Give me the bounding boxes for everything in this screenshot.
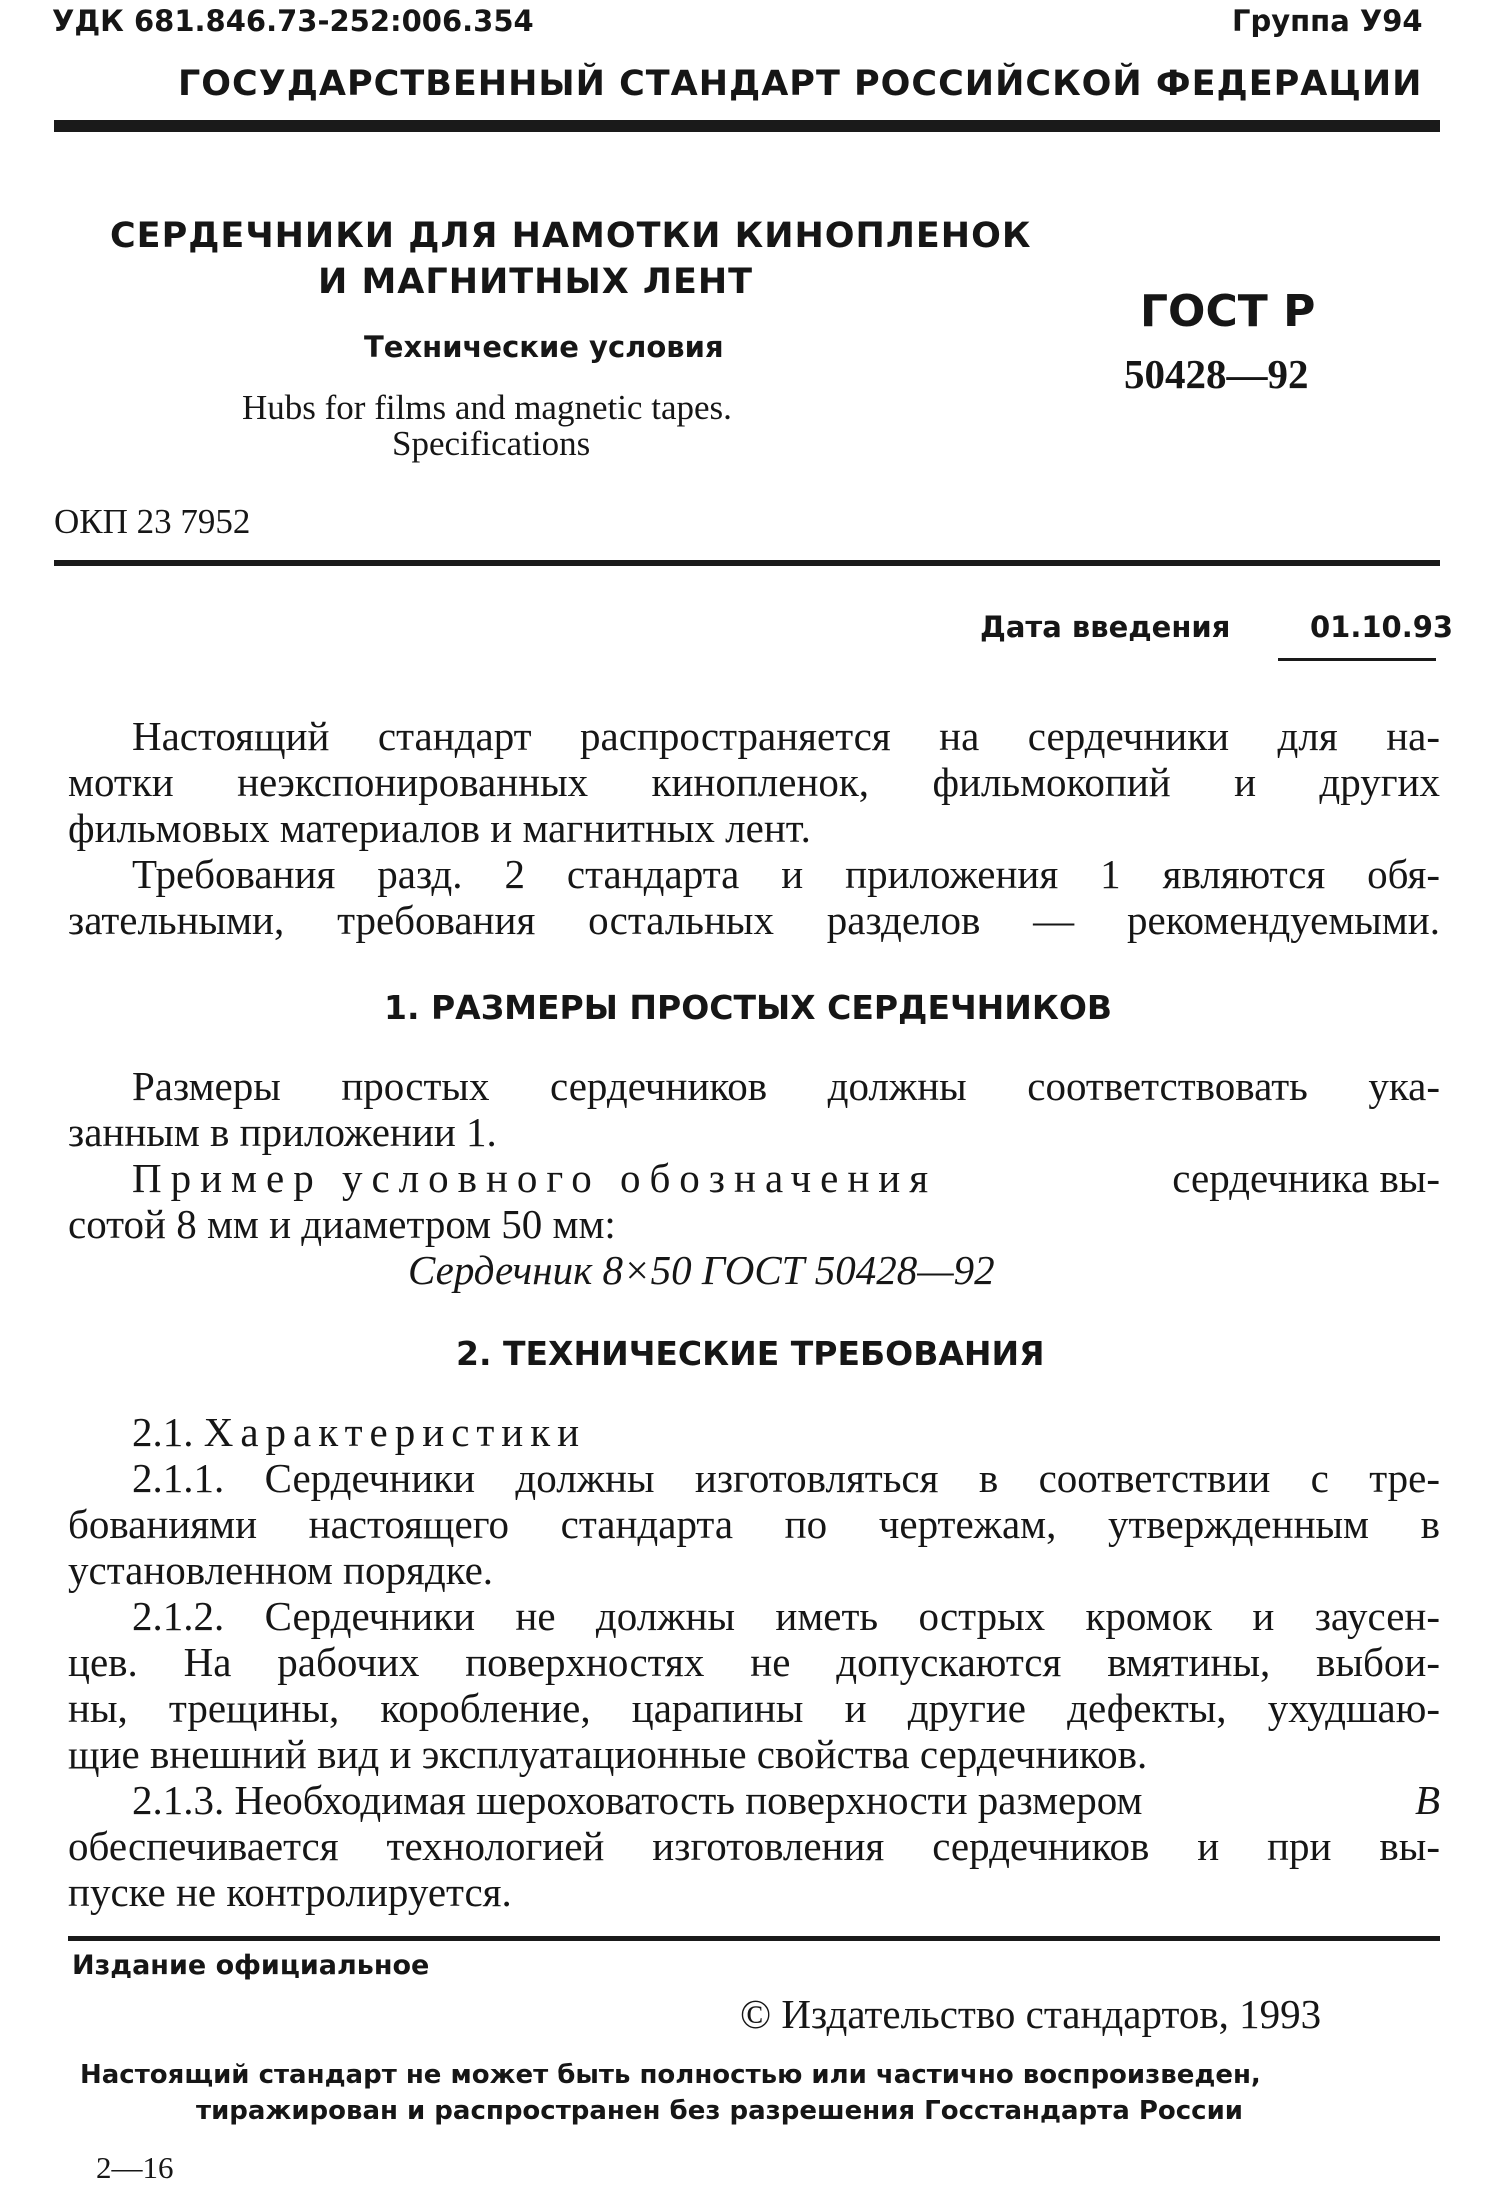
section1-example-line2: сотой 8 мм и диаметром 50 мм: [68, 1201, 616, 1247]
okp-code: ОКП 23 7952 [54, 502, 251, 541]
intro-date-underline [1278, 658, 1436, 661]
reproduction-notice-line1: Настоящий стандарт не может быть полностью или частично воспроизведен, [80, 2060, 1261, 2090]
title-block-rule [54, 560, 1440, 566]
intro-p1-line3: фильмовых материалов и магнитных лент. [68, 805, 811, 851]
intro-date-value: 01.10.93 [1310, 610, 1454, 644]
gost-number: 50428—92 [1124, 351, 1309, 397]
p211-line3: установленном порядке. [68, 1547, 494, 1593]
document-title-line2: И МАГНИТНЫХ ЛЕНТ [318, 262, 754, 302]
example-rest-text: сердечника вы- [1172, 1155, 1440, 1201]
gost-label: ГОСТ Р [1140, 286, 1316, 337]
state-standard-heading: ГОСУДАРСТВЕННЫЙ СТАНДАРТ РОССИЙСКОЙ ФЕДЕРАЦИИ [178, 64, 1423, 104]
subsection-2-1 [132, 1410, 1440, 1454]
p213-line2: обеспечивается технологией изготовления сердечников и при вы- [68, 1823, 1440, 1869]
p213-variable: B [1414, 1777, 1440, 1823]
p211-line1: 2.1.1. Сердечники должны изготовляться в соответствии с тре- [132, 1455, 1440, 1501]
section1-example-line [132, 1156, 1440, 1200]
section2-heading: 2. ТЕХНИЧЕСКИЕ ТРЕБОВАНИЯ [456, 1334, 1045, 1373]
intro-p2-line1: Требования разд. 2 стандарта и приложения 1 являются обя- [132, 851, 1440, 897]
intro-p1-line1: Настоящий стандарт распространяется на сердечники для на- [132, 713, 1440, 759]
page-code: 2—16 [96, 2150, 174, 2185]
section1-p1-line2: занным в приложении 1. [68, 1109, 497, 1155]
intro-p1-line2: мотки неэкспонированных кинопленок, фильмокопий и других [68, 759, 1440, 805]
p212-line4: щие внешний вид и эксплуатационные свойства сердечников. [68, 1731, 1148, 1777]
intro-date-label: Дата введения [980, 610, 1231, 644]
p212-line1: 2.1.2. Сердечники не должны иметь острых кромок и заусен- [132, 1593, 1440, 1639]
p212-line2: цев. На рабочих поверхностях не допускаются вмятины, выбои- [68, 1639, 1440, 1685]
english-title-line1: Hubs for films and magnetic tapes. [242, 388, 732, 427]
example-spaced-text: Пример условного обозначения [132, 1155, 938, 1201]
footer-rule [68, 1936, 1440, 1941]
document-title-line1: СЕРДЕЧНИКИ ДЛЯ НАМОТКИ КИНОПЛЕНОК [110, 216, 1032, 256]
reproduction-notice-line2: тиражирован и распространен без разрешения Госстандарта России [196, 2096, 1244, 2126]
section1-p1-line1: Размеры простых сердечников должны соответствовать ука- [132, 1063, 1440, 1109]
section1-heading: 1. РАЗМЕРЫ ПРОСТЫХ СЕРДЕЧНИКОВ [384, 988, 1113, 1027]
p212-line3: ны, трещины, коробление, царапины и другие дефекты, ухудшаю- [68, 1685, 1440, 1731]
subsection-title: Характеристики [203, 1409, 587, 1455]
udk-code: УДК 681.846.73-252:006.354 [52, 4, 534, 38]
p213-line1-text: 2.1.3. Необходимая шероховатость поверхности размером [132, 1777, 1143, 1823]
p213-line3: пуске не контролируется. [68, 1869, 512, 1915]
p211-line2: бованиями настоящего стандарта по чертежам, утвержденным в [68, 1501, 1440, 1547]
p213-line1 [132, 1778, 1440, 1822]
subsection-number: 2.1. [132, 1409, 194, 1455]
header-thick-rule [54, 120, 1440, 132]
document-subtitle: Технические условия [364, 330, 724, 364]
designation-example: Сердечник 8×50 ГОСТ 50428—92 [408, 1247, 995, 1293]
copyright-notice: © Издательство стандартов, 1993 [740, 1991, 1322, 2037]
intro-p2-line2: зательными, требования остальных разделов — рекомендуемыми. [68, 897, 1440, 943]
group-code: Группа У94 [1232, 4, 1423, 38]
english-title-line2: Specifications [392, 424, 591, 463]
official-edition-label: Издание официальное [72, 1950, 430, 1981]
